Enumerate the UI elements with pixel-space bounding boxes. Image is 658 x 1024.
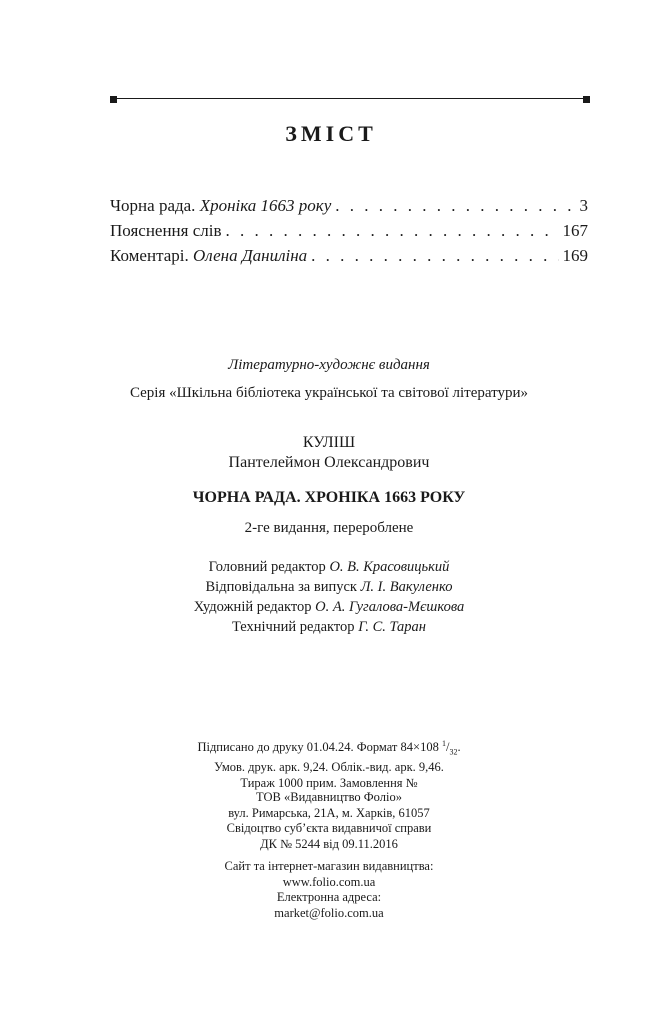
toc-leader-dots (311, 246, 558, 266)
format-end: . (457, 740, 461, 755)
editor-role: Художній редактор (193, 599, 312, 615)
series-name: Серія «Шкільна бібліотека української та світової літератури» (129, 385, 529, 401)
author-surname: КУЛІШ (302, 434, 356, 451)
author-block (0, 433, 658, 473)
email-label: Електронна адреса: (276, 890, 382, 904)
editor-role: Відповідальна за випуск (205, 579, 357, 595)
edition-type: Літературно-художнє видання (228, 357, 430, 373)
publisher-certificate: Свідоцтво суб’єкта видавничої справи (226, 821, 432, 835)
toc-entry-page: 169 (562, 246, 588, 265)
publisher-name: ТОВ «Видавництво Фоліо» (256, 790, 402, 804)
editor-line (0, 597, 658, 617)
toc-entry[interactable] (110, 221, 588, 246)
imprint-block (0, 736, 658, 791)
site-link[interactable]: www.folio.com.ua (282, 874, 376, 889)
toc-entry-title: Пояснення слів (110, 221, 222, 240)
format-denominator: 32 (449, 747, 458, 757)
imprint-print-run: Тираж 1000 прим. Замовлення № (240, 775, 418, 790)
contents-title: ЗМІСТ (285, 121, 377, 146)
editor-role: Головний редактор (208, 559, 326, 575)
toc-entry-page: 167 (562, 221, 588, 240)
toc-entry-subtitle: Хроніка 1663 року (199, 196, 332, 215)
editor-line (0, 557, 658, 577)
editor-name: О. В. Красовицький (329, 559, 450, 575)
toc-entry-page: 3 (579, 196, 588, 215)
toc-entry-title: Коментарі. (110, 246, 189, 265)
format-numerator: 1 (441, 739, 446, 748)
imprint-signed: Підписано до друку 01.04.24. Формат 84×108 (197, 740, 439, 755)
publisher-certificate-number: ДК № 5244 від 09.11.2016 (260, 836, 398, 851)
publisher-address: вул. Римарська, 21А, м. Харків, 61057 (228, 805, 430, 820)
editor-name: Л. І. Вакуленко (360, 579, 453, 595)
toc-entry[interactable] (110, 246, 588, 271)
editor-name: О. А. Гугалова-Мєшкова (315, 599, 465, 615)
toc-leader-dots (226, 221, 559, 241)
contacts-block (0, 859, 658, 921)
editor-line (0, 617, 658, 637)
author-name: Пантелеймон Олександрович (228, 454, 430, 471)
table-of-contents (110, 196, 588, 271)
edition-note: 2-ге видання, перероблене (244, 520, 414, 536)
toc-entry[interactable] (110, 196, 588, 221)
imprint-sheets: Умов. друк. арк. 9,24. Облік.-вид. арк. 9,46. (214, 760, 444, 775)
toc-leader-dots (335, 196, 574, 216)
toc-entry-subtitle: Олена Даниліна (192, 246, 308, 265)
site-label: Сайт та інтернет-магазин видавництва: (224, 859, 434, 873)
header-rule (110, 98, 590, 99)
editor-name: Г. С. Таран (358, 619, 427, 635)
publisher-block (0, 790, 658, 852)
editor-role: Технічний редактор (231, 619, 355, 635)
rule-left-marker (110, 96, 117, 103)
imprint-line: Підписано до друку 01.04.24. Формат 84×108 $^1/_{32}$. (197, 739, 461, 757)
editors-list (0, 557, 658, 637)
editor-line (0, 577, 658, 597)
book-title: ЧОРНА РАДА. ХРОНІКА 1663 РОКУ (192, 489, 466, 506)
rule-right-marker (583, 96, 590, 103)
toc-entry-title: Чорна рада. (110, 196, 196, 215)
email-link[interactable]: market@folio.com.ua (274, 905, 384, 920)
